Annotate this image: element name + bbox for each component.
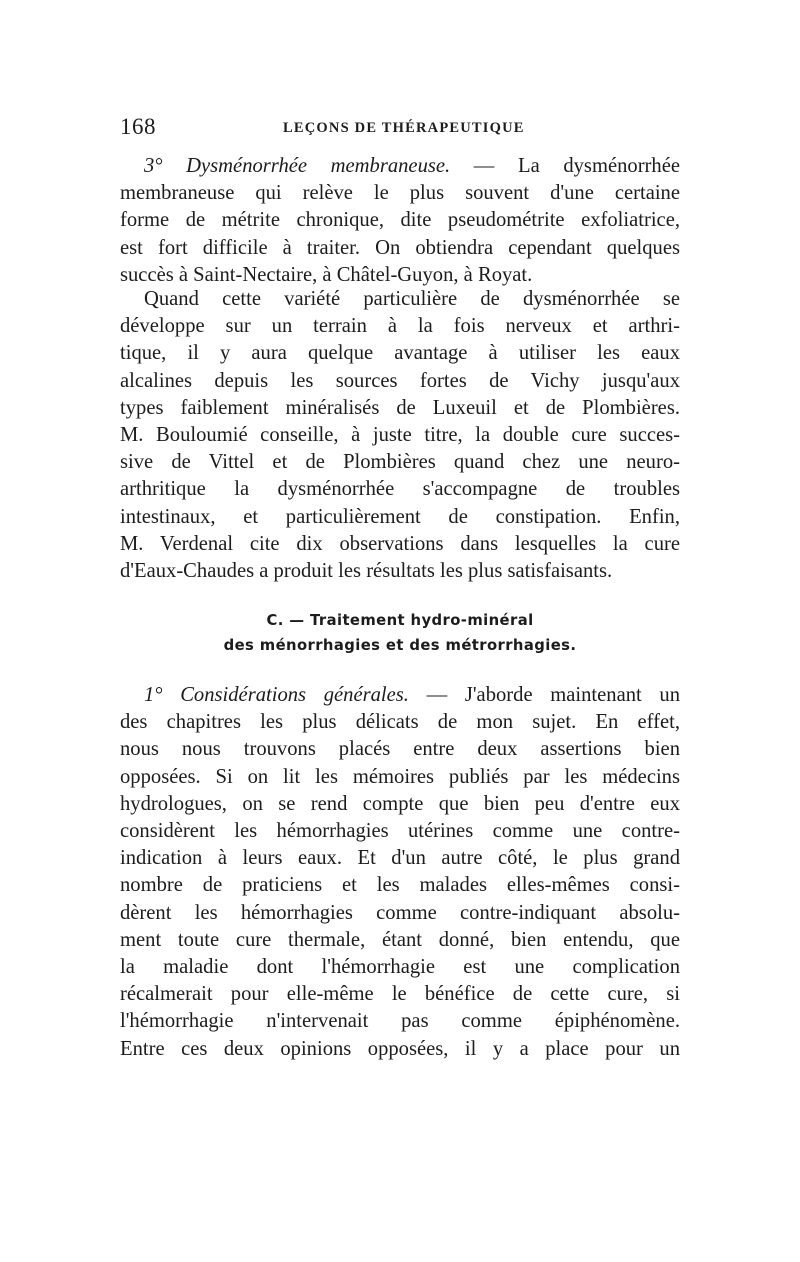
- text-line: membraneuse qui relève le plus souvent d'une certaine: [120, 182, 680, 205]
- text-line: ment toute cure thermale, étant donné, bien entendu, que: [120, 928, 680, 951]
- text-line: 1° Considérations générales. — J'aborde maintenant un: [144, 684, 680, 706]
- text-line: 3° Dysménorrhée membraneuse. — La dysménorrhée: [144, 155, 680, 177]
- text-line: types faiblement minéralisés de Luxeuil et de Plombières.: [120, 396, 680, 419]
- text-line: alcalines depuis les sources fortes de Vichy jusqu'aux: [120, 369, 680, 392]
- text-line: Quand cette variété particulière de dysménorrhée se: [144, 288, 680, 310]
- page-number: 168: [120, 114, 156, 139]
- text-line: considèrent les hémorrhagies utérines comme une contre-: [120, 820, 680, 843]
- text-line: sive de Vittel et de Plombières quand chez une neuro-: [120, 451, 680, 474]
- text-line: nombre de praticiens et les malades elles-mêmes consi-: [120, 874, 680, 897]
- paragraph-lead: 3° Dysménorrhée membraneuse.: [144, 155, 451, 177]
- text-line: d'Eaux-Chaudes a produit les résultats les plus satisfaisants.: [120, 560, 613, 583]
- text-line: succès à Saint-Nectaire, à Châtel-Guyon, à Royat.: [120, 263, 533, 286]
- paragraph-lead: 1° Considérations générales.: [144, 684, 409, 706]
- running-head: [120, 114, 680, 142]
- text-line: indication à leurs eaux. Et d'un autre côté, le plus grand: [120, 847, 680, 870]
- paragraph-variete-particuliere: [120, 286, 680, 585]
- text-line: arthritique la dysménorrhée s'accompagne de troubles: [120, 478, 680, 501]
- section-heading: [120, 608, 680, 658]
- text-line: M. Verdenal cite dix observations dans lesquelles la cure: [120, 532, 680, 555]
- text-line: Entre ces deux opinions opposées, il y a place pour un: [120, 1037, 680, 1060]
- text-line: l'hémorrhagie n'intervenait pas comme épiphénomène.: [120, 1010, 680, 1033]
- paragraph-considerations-generales: [120, 682, 680, 1063]
- text-line: M. Bouloumié conseille, à juste titre, la double cure succes-: [120, 424, 680, 447]
- section-heading-line-2: des ménorrhagies et des métrorrhagies.: [223, 637, 577, 654]
- text-line: opposées. Si on lit les mémoires publiés par les médecins: [120, 765, 680, 788]
- section-heading-line-1: C. — Traitement hydro-minéral: [266, 612, 534, 629]
- text-line: récalmerait pour elle-même le bénéfice de cette cure, si: [120, 983, 680, 1006]
- text-line: tique, il y aura quelque avantage à utiliser les eaux: [120, 342, 680, 365]
- text-line: dèrent les hémorrhagies comme contre-indiquant absolu-: [120, 901, 680, 924]
- text-line: nous nous trouvons placés entre deux assertions bien: [120, 738, 680, 761]
- text-line: forme de métrite chronique, dite pseudométrite exfoliatrice,: [120, 209, 680, 232]
- text-line: des chapitres les plus délicats de mon sujet. En effet,: [120, 711, 680, 734]
- text-line: la maladie dont l'hémorrhagie est une complication: [120, 956, 680, 979]
- text-line: est fort difficile à traiter. On obtiendra cependant quelques: [120, 236, 680, 259]
- paragraph-dysmenorrhee-membraneuse: [120, 153, 680, 289]
- running-title: LEÇONS DE THÉRAPEUTIQUE: [283, 120, 525, 136]
- text-line: intestinaux, et particulièrement de constipation. Enfin,: [120, 505, 680, 528]
- text-line: hydrologues, on se rend compte que bien peu d'entre eux: [120, 792, 680, 815]
- text-line: développe sur un terrain à la fois nerveux et arthri-: [120, 315, 680, 338]
